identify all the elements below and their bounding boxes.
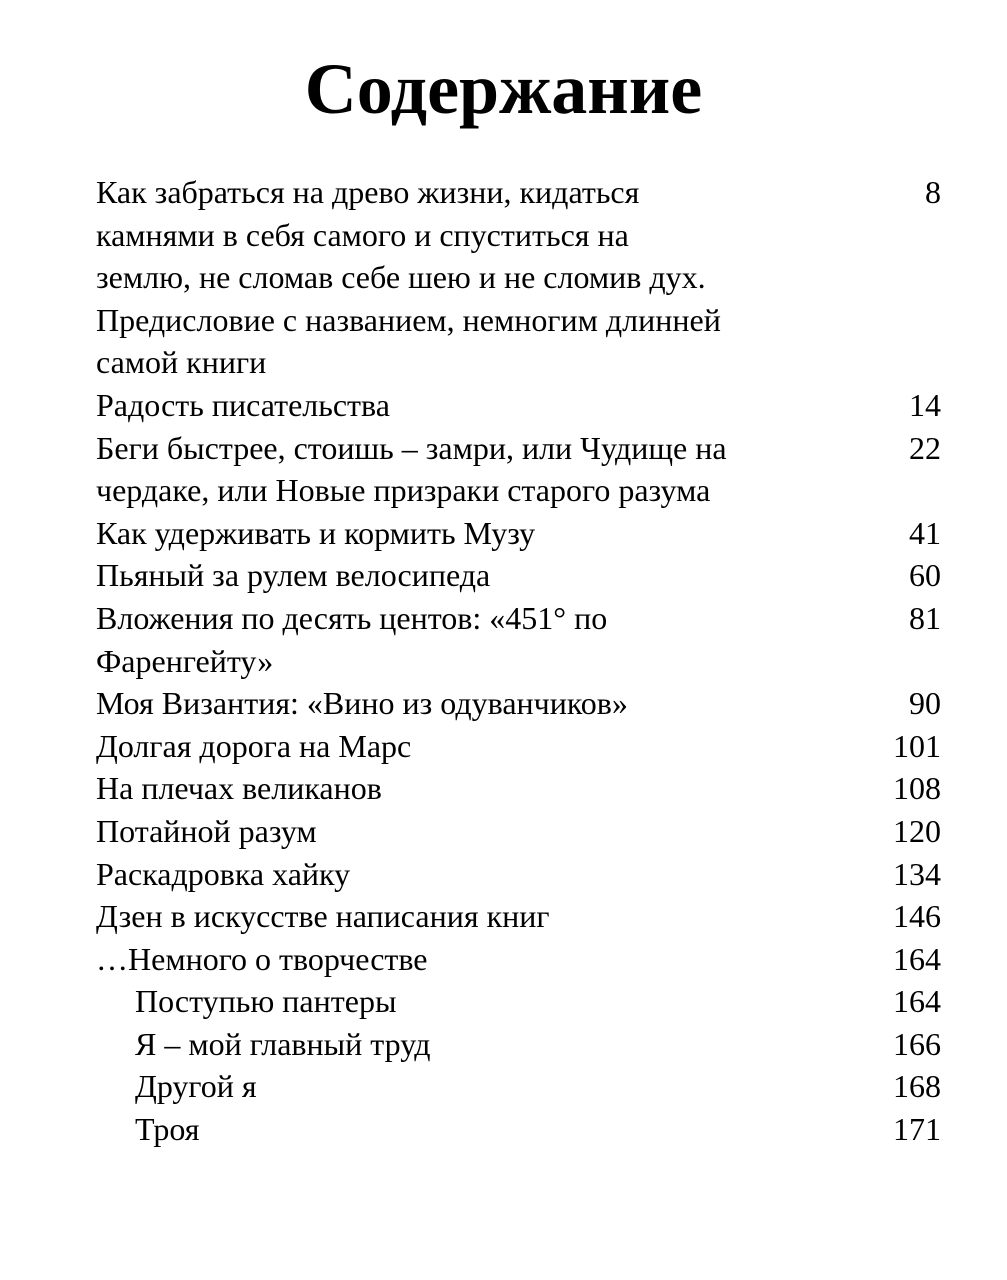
toc-entry <box>96 384 941 427</box>
toc-entry-page: 146 <box>893 898 941 935</box>
toc-entry-page: 164 <box>893 983 941 1020</box>
toc-entry-title: Дзен в искусстве написания книг <box>96 898 550 935</box>
toc-entry-title: Пьяный за рулем велосипеда <box>96 557 491 594</box>
toc-entry-page: 166 <box>893 1025 941 1062</box>
toc-entry-page: 8 <box>925 174 941 210</box>
toc-entry-page: 90 <box>909 685 941 722</box>
toc-entry-page: 22 <box>909 429 941 466</box>
toc-entry-page: 134 <box>893 855 941 892</box>
toc-entry-page: 120 <box>893 812 941 849</box>
toc-entry-page: 60 <box>909 557 941 594</box>
toc-entry-title: На плечах великанов <box>96 770 382 807</box>
toc-subentry <box>96 980 941 1023</box>
toc-entry-title: Как удерживать и кормить Музу <box>96 514 536 551</box>
toc-subentry <box>96 1065 941 1108</box>
toc-entry <box>96 767 941 810</box>
toc-entry-page: 41 <box>909 514 941 551</box>
toc-entry <box>96 427 941 512</box>
toc-entry-page: 164 <box>893 940 941 977</box>
toc-entry-page: 108 <box>893 770 941 807</box>
toc-entry <box>96 895 941 938</box>
toc-entry <box>96 810 941 853</box>
toc-entry <box>96 853 941 896</box>
toc-entry-page: 101 <box>893 727 941 764</box>
toc-entry-page: 14 <box>909 386 941 423</box>
toc-entry-title: Радость писательства <box>96 386 390 423</box>
toc-entry-title: Поступью пантеры <box>135 983 397 1020</box>
toc-entry <box>96 682 941 725</box>
toc-entry <box>96 725 941 768</box>
toc-entry <box>96 597 941 682</box>
toc-entry-page: 171 <box>893 1111 941 1148</box>
toc-subentry <box>96 1023 941 1066</box>
table-of-contents <box>96 171 941 1151</box>
toc-entry-title: Я – мой главный труд <box>135 1025 431 1062</box>
toc-entry-title: Как забраться на древо жизни, кидаться камнями в себя самого и спуститься на землю, не сломав себе шею и не сломив дух. Предисловие с названием, немногим длинней самой книги <box>96 174 721 381</box>
toc-entry-page: 81 <box>909 599 941 636</box>
toc-entry-title: Моя Византия: «Вино из одуванчиков» <box>96 685 628 722</box>
page-title: Содержание <box>304 49 703 129</box>
toc-entry-title: Беги быстрее, стоишь – замри, или Чудище на чердаке, или Новые призраки старого разума <box>96 429 727 509</box>
toc-entry-title: Троя <box>135 1111 200 1148</box>
toc-entry-title: Другой я <box>135 1068 257 1105</box>
toc-entry-title: Потайной разум <box>96 812 317 849</box>
toc-entry-page: 168 <box>893 1068 941 1105</box>
toc-entry <box>96 554 941 597</box>
toc-entry-title: …Немного о творчестве <box>96 940 428 977</box>
toc-entry <box>96 938 941 981</box>
toc-entry-title: Долгая дорога на Марс <box>96 727 412 764</box>
toc-entry <box>96 512 941 555</box>
toc-entry-title: Раскадровка хайку <box>96 855 351 892</box>
toc-entry <box>96 171 941 384</box>
toc-subentry <box>96 1108 941 1151</box>
toc-entry-title: Вложения по десять центов: «451° по Фаренгейту» <box>96 599 608 679</box>
